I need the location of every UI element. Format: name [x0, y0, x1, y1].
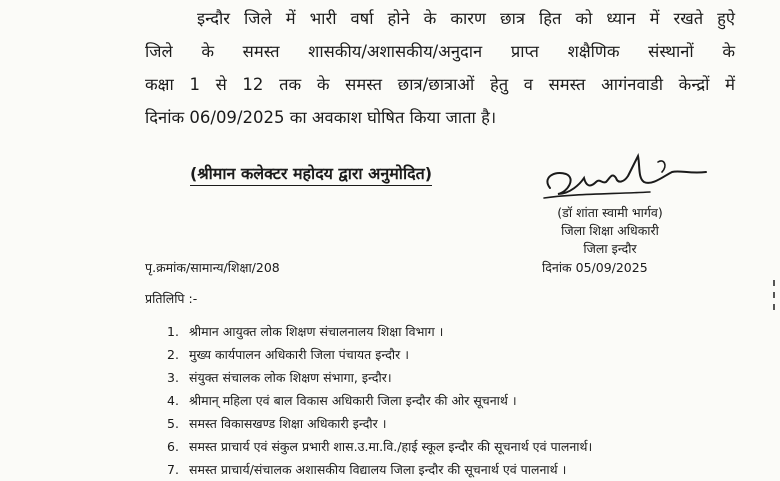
item-number: 7. — [167, 462, 179, 477]
item-text: समस्त विकासखण्ड शिक्षा अधिकारी इन्दौर । — [189, 416, 387, 431]
list-item — [167, 343, 592, 366]
approval-text: (श्रीमान कलेक्टर महोदय द्वारा अनुमोदित) — [190, 164, 432, 186]
item-text: संयुक्त संचालक लोक शिक्षण संभागा, इन्दौर। — [189, 370, 392, 385]
item-number: 3. — [167, 370, 179, 385]
notice-line: जिले के समस्त शासकीय/अशासकीय/अनुदान प्राप्त शक्षैणिक संस्थानों के — [145, 42, 735, 61]
notice-line: दिनांक 06/09/2025 का अवकाश घोषित किया जाता है। — [145, 108, 497, 127]
binder-hole-marks — [770, 278, 778, 318]
list-item — [167, 435, 592, 458]
handwritten-signature — [540, 148, 710, 210]
signatory-block — [545, 204, 675, 258]
item-number: 4. — [167, 393, 179, 408]
reference-number: पृ.क्रमांक/सामान्य/शिक्षा/208 — [145, 260, 280, 275]
item-text: समस्त प्राचार्य एवं संकुल प्रभारी शास.उ.मा.वि./हाई स्कूल इन्दौर की सूचनार्थ एवं पालनार्थ। — [189, 439, 593, 454]
signatory-office: जिला इन्दौर — [583, 241, 637, 256]
list-item — [167, 366, 592, 389]
approval-note — [190, 162, 432, 184]
notice-line: कक्षा 1 से 12 तक के समस्त छात्र/छात्राओं हेतु व समस्त आगंनवाडी केन्द्रों में — [145, 75, 735, 94]
copy-to-list — [167, 320, 592, 481]
signatory-designation: जिला शिक्षा अधिकारी — [561, 223, 659, 238]
item-text: मुख्य कार्यपालन अधिकारी जिला पंचायत इन्दौर । — [189, 347, 409, 362]
signatory-name: (डॉ शांता स्वामी भार्गव) — [557, 205, 663, 220]
item-text: समस्त प्राचार्य/संचालक अशासकीय विद्यालय जिला इन्दौर की सूचनार्थ एवं पालनार्थ । — [189, 462, 567, 477]
reference-date: दिनांक 05/09/2025 — [542, 260, 648, 275]
item-number: 6. — [167, 439, 179, 454]
notice-paragraph — [145, 2, 735, 134]
list-item — [167, 412, 592, 435]
list-item — [167, 389, 592, 412]
list-item — [167, 320, 592, 343]
item-text: श्रीमान् महिला एवं बाल विकास अधिकारी जिला इन्दौर की ओर सूचनार्थ । — [189, 393, 517, 408]
item-number: 5. — [167, 416, 179, 431]
item-text: श्रीमान आयुक्त लोक शिक्षण संचालनालय शिक्षा विभाग । — [189, 324, 444, 339]
copy-to-heading: प्रतिलिपि :- — [145, 291, 198, 306]
notice-line: इन्दौर जिले में भारी वर्षा होने के कारण छात्र हित को ध्यान में रखते हुऐ — [197, 9, 735, 28]
item-number: 2. — [167, 347, 179, 362]
item-number: 1. — [167, 324, 179, 339]
